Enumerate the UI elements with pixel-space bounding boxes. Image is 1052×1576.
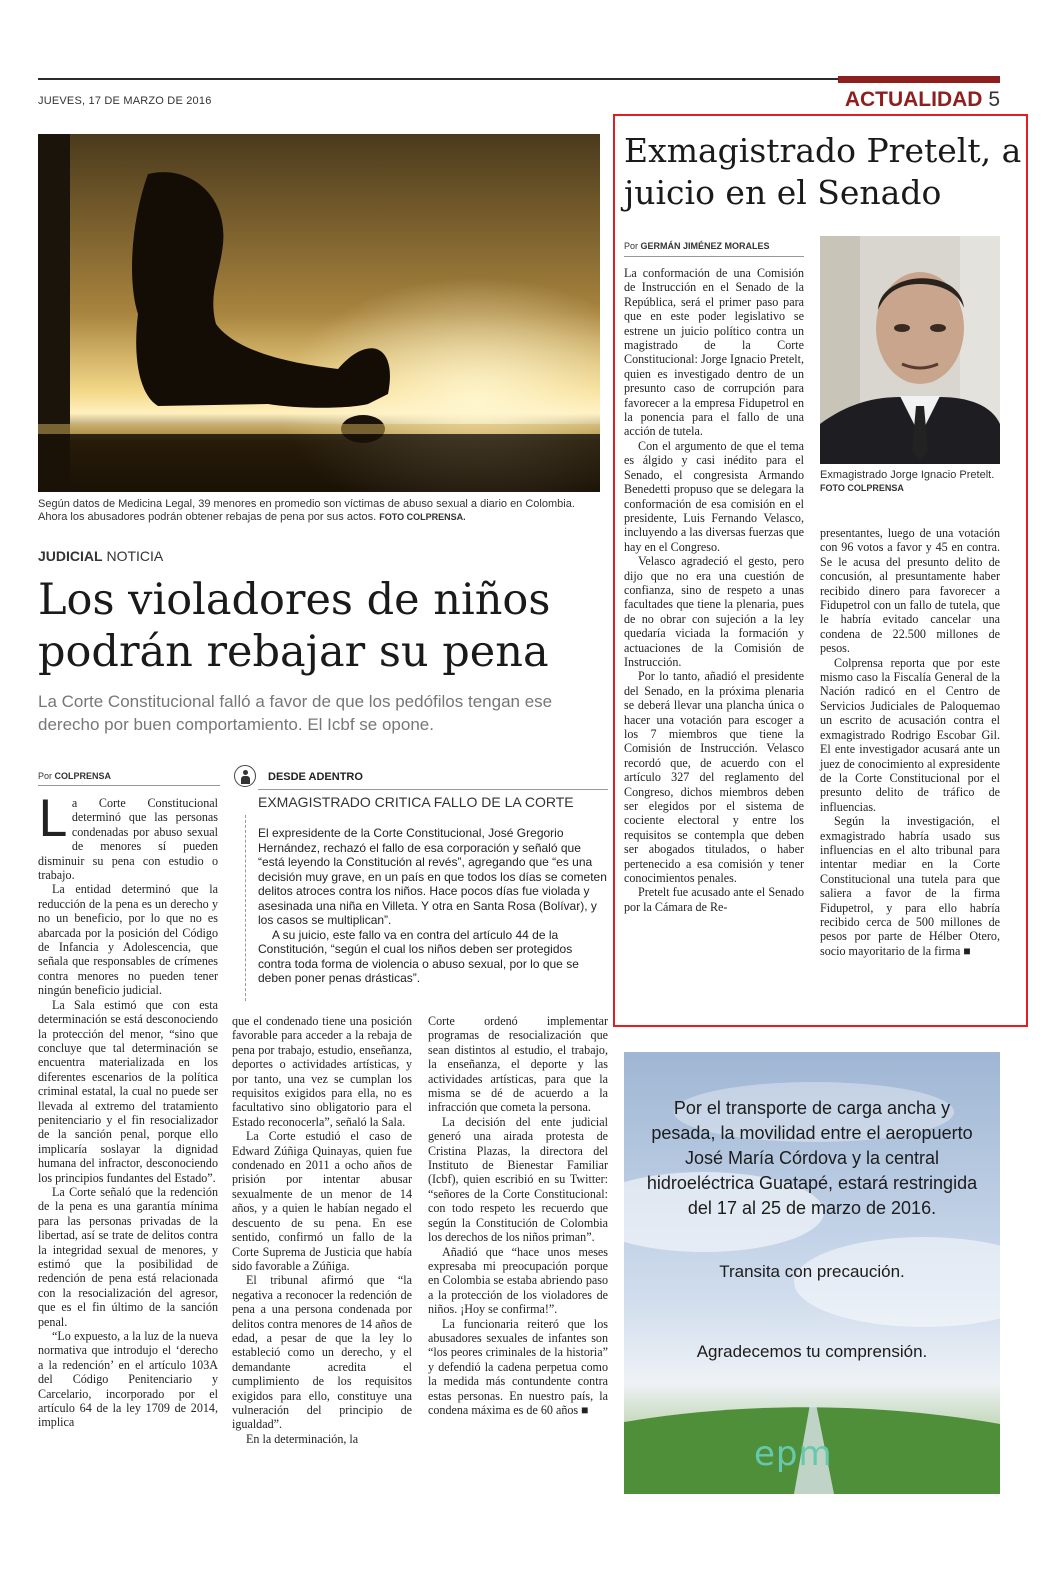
portrait-photo (820, 236, 1000, 464)
paragraph: Por lo tanto, añadió el presidente del Senado, en la próxima plenaria se deberá llevar una plancha única o hacer una votación para escoger a los 7 miembros que tiene la Comisión de Instrucción. Velasco recordó que, de acuerdo con el artículo 327 del reglamento del Congreso, dichos miembros deben ser elegidos por el sistema de cociente electoral y entre los requisitos se contempla que deben ser abogados titulados, o haber pertenecido a esa comisión y tener conocimientos penales. (624, 669, 804, 886)
pretelt-headline: Exmagistrado Pretelt, a juicio en el Senado (624, 131, 1022, 212)
paragraph: que el condenado tiene una posición favorable para acceder a la rebaja de pena por trabajo, estudio, enseñanza, deportes o actividades artísticas, y por tanto, una vez se cumplan los requisitos exigidos para ella, no es facultativo sino obligatorio para el Estado reconocerla”, señaló la Sala. (232, 1014, 412, 1129)
pretelt-photo-caption (820, 469, 1000, 495)
paragraph: La Sala estimó que con esta determinación se está desconociendo la protección del menor, “sino que concluye que tal determinación se encuentra materializada en los diferentes escenarios de la política criminal estatal, la cual no puede ser llevada al extremo del tratamiento penitenciario y el fin resocializador de la sanción penal, porque ello implicaría soslayar la dignidad humana del infractor, desconociendo los principios fundantes del Estado”. (38, 997, 218, 1185)
dateline: JUEVES, 17 DE MARZO DE 2016 (38, 95, 212, 107)
main-column-2 (232, 1014, 412, 1446)
paragraph: La Corte señaló que la redención de la pena es una garantía mínima para las personas privadas de la libertad, así se trate de delitos contra la integridad sexual de menores, y estimó que la posibilidad de redención de pena está relacionada con la resocialización del agresor, que es el fin último de la sanción penal. (38, 1184, 218, 1329)
ad-cta: Transita con precaución. (719, 1262, 905, 1281)
person-icon (234, 765, 256, 787)
paragraph: Pretelt fue acusado ante el Senado por la Cámara de Re- (624, 885, 804, 914)
article-kicker (38, 548, 163, 564)
paragraph: Con el argumento de que el tema es álgido y casi inédito para el Senado, el congresista Armando Benedetti propuso que se delegara la conformación de esa comisión en el presidente, Luis Fernando Velasco, incluyendo a las diversas fuerzas que hay en el Congreso. (624, 438, 804, 554)
byline-prefix: Por (624, 241, 639, 251)
ad-message-line: del 17 al 25 de marzo de 2016. (687, 1198, 937, 1218)
sidebar-label: DESDE ADENTRO (268, 771, 363, 783)
byline-name: GERMÁN JIMÉNEZ MORALES (640, 241, 770, 251)
pretelt-photo-credit: FOTO COLPRENSA (820, 483, 904, 493)
paragraph: La decisión del ente judicial generó una airada protesta de Cristina Plazas, la directora del Instituto de Bienestar Familiar (Icbf), quien escribió en su Twitter: “señores de la Corte Constitucional: con todo respeto les recuerdo que según la Constitución de Colombia los derechos de los niños priman”. (428, 1114, 608, 1245)
sidebar-body (258, 826, 608, 986)
pretelt-column-2 (820, 526, 1000, 958)
main-column-1 (38, 790, 218, 1430)
paragraph: Corte ordenó implementar programas de resocialización que sean distintos al estudio, el trabajo, la enseñanza, el deporte y las actividades artísticas, para que la misma se dé de acuerdo a la infracción que cometa la persona. (428, 1014, 608, 1115)
section-label (845, 88, 1000, 112)
ad-message-line: Por el transporte de carga ancha y (673, 1098, 951, 1118)
page-number: 5 (988, 88, 1000, 111)
paragraph: Añadió que “hace unos meses expresaba mi preocupación porque en Colombia se estaba abriendo paso a la protección de los violadores de niños. ¡Hoy se confirma!”. (428, 1244, 608, 1317)
pretelt-byline-rule (624, 256, 804, 257)
paragraph: La funcionaria reiteró que los abusadores sexuales de infantes son “los peores criminales de la historia” y defendió la cadena perpetua como la medida más contundente contra estas personas. En nuestro país, la condena máxima es de 60 años ■ (428, 1316, 608, 1417)
pretelt-caption-text: Exmagistrado Jorge Ignacio Pretelt. (820, 469, 995, 481)
main-headline: Los violadores de niños podrán rebajar su pena (38, 575, 551, 677)
ad-message-line: pesada, la movilidad entre el aeropuerto (651, 1123, 973, 1143)
paragraph: Según la investigación, el exmagistrado habría usado sus influencias en el alto tribunal para intentar mediar en la Corte Constitucional una tutela para que saliera a favor de la firma Fidupetrol, y para ello habría recibido cerca de 500 millones de pesos por parte de Hélber Otero, socio mayoritario de la firma ■ (820, 814, 1000, 958)
ad-thanks: Agradecemos tu comprensión. (696, 1342, 928, 1361)
byline-prefix: Por (38, 771, 53, 781)
byline-name: COLPRENSA (54, 771, 112, 781)
main-photo-caption-text: Según datos de Medicina Legal, 39 menores en promedio son víctimas de abuso sexual a diario en Colombia. Ahora los abusadores podrán obtener rebajas de pena por sus actos. (38, 498, 575, 523)
sidebar-rule (258, 789, 608, 790)
paragraph: presentantes, luego de una votación con 96 votos a favor y 45 en contra. Se le acusa del presunto delito de concusión, al presuntamente haber recibido dinero para favorecer a Fidupetrol con un fallo de tutela, que le habría evitado cancelar una condena de 22.500 millones de pesos. (820, 526, 1000, 656)
section-name: ACTUALIDAD (844, 88, 983, 111)
kicker-category: JUDICIAL (38, 548, 103, 564)
paragraph: La conformación de una Comisión de Instrucción en el Senado de la República, será el primer paso para que en este poder legislativo se estrene un juicio político contra un magistrado de la Corte Constitucional: Jorge Ignacio Pretelt, quien es investigado dentro de un presunto caso de corrupción para favorecer a la empresa Fidupetrol en la ponencia para el fallo de una acción de tutela. (624, 266, 804, 439)
main-column-3 (428, 1014, 608, 1417)
sidebar-paragraph: A su juicio, este fallo va en contra del artículo 44 de la Constitución, “según el cual los niños deben ser protegidos contra toda forma de violencia o abuso sexual, por lo que se deben poner penas drásticas”. (258, 927, 579, 985)
dropcap: L (38, 790, 66, 848)
sidebar-paragraph: El expresidente de la Corte Constitucional, José Gregorio Hernández, rechazó el fallo de esa corporación y señaló que “está leyendo la Constitución al revés”, agregando que “es una decisión muy grave, en un país en que todos los días se cometen delitos atroces contra los niños. Hace pocos días fue violada y asesinada una niña en Villeta. Y otra en Santa Rosa (Bolívar), y los casos se multiplican”. (258, 826, 607, 927)
main-byline (38, 771, 111, 781)
pretelt-column-1 (624, 266, 804, 914)
epm-logo: epm (754, 1434, 833, 1474)
paragraph: La entidad determinó que la reducción de la pena es un derecho y no un beneficio, por lo que no es abarcada por la posición del Código de Infancia y Adolescencia, que señala que responsables de crímenes contra menores no pueden tener ningún beneficio judicial. (38, 882, 218, 998)
pretelt-byline (624, 241, 770, 251)
child-silhouette-photo (38, 134, 600, 492)
ad-message-line: José María Córdova y la central (684, 1148, 940, 1168)
section-accent-bar (838, 76, 1000, 83)
paragraph: La Corte estudió el caso de Edward Zúñiga Quinayas, quien fue condenado en 2011 a ocho años de prisión por intentar abusar sexualmente de un menor de 14 años, y a quien le habían negado el descuento de su pena. En ese sentido, confirmó un fallo de la Corte Suprema de Justicia que había sido favorable a Zúñiga. (232, 1129, 412, 1273)
main-photo-credit: FOTO COLPRENSA. (379, 512, 466, 522)
kicker-type: NOTICIA (106, 548, 164, 564)
paragraph-text: a Corte Constitucional determinó que las personas condenadas por abuso sexual de menores sí pueden disminuir su pena con estudio o trabajo. (38, 796, 218, 883)
main-photo (38, 134, 600, 492)
paragraph: En la determinación, la (246, 1431, 359, 1446)
pretelt-photo (820, 236, 1000, 464)
main-deck: La Corte Constitucional falló a favor de que los pedófilos tengan ese derecho por buen comportamiento. El Icbf se opone. (38, 692, 553, 734)
epm-advertisement (624, 1052, 1000, 1494)
sidebar-title: EXMAGISTRADO CRITICA FALLO DE LA CORTE (258, 794, 574, 810)
main-photo-caption (38, 498, 603, 524)
paragraph: “Lo expuesto, a la luz de la nueva normativa que introdujo el ‘derecho a la redención’ en el artículo 103A del Código Penitenciario y Carcelario, incorporado por el artículo 64 de la ley 1709 de 2014, implica (38, 1329, 218, 1430)
paragraph: Colprensa reporta que por este mismo caso la Fiscalía General de la Nación radicó en el Centro de Servicios Judiciales de Paloquemao un escrito de acusación contra el exmagistrado Rodrigo Escobar Gil. El ente investigador acusará ante un juez de conocimiento al expresidente de la Corte Constitucional por el presunto delito de tráfico de influencias. (820, 655, 1000, 814)
paragraph: El tribunal afirmó que “la negativa a reconocer la redención de pena a una persona condenada por delitos contra menores de 14 años de edad, a pesar de que la ley lo estableció como un derecho, y el demandante acredita el cumplimiento de los requisitos exigidos para ello, constituye una vulneración del principio de igualdad”. (232, 1273, 412, 1432)
paragraph (38, 790, 218, 883)
ad-message-line: hidroeléctrica Guatapé, estará restringida (646, 1173, 978, 1193)
byline-rule (38, 785, 220, 786)
ad-message (624, 1096, 1000, 1221)
paragraph: Velasco agradeció el gesto, pero dijo que no era una cuestión de confianza, sino de respeto a unas facultades que tiene la plenaria, pues de no obrar con sujeción a la ley quedaría viciada la formación y actuaciones de la Comisión de Instrucción. (624, 554, 804, 669)
